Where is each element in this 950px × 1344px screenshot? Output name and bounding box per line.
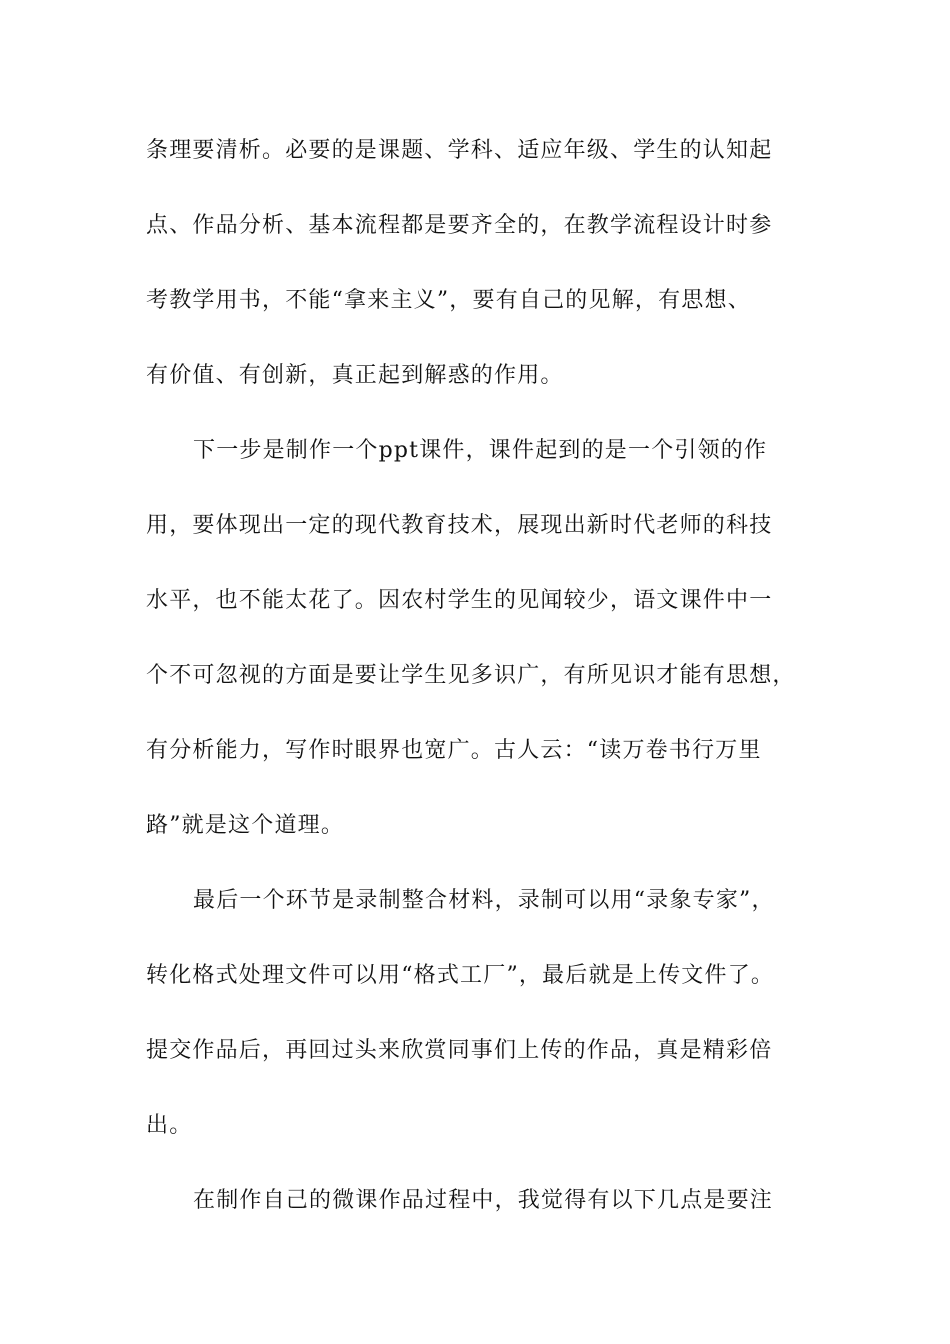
text-line: 有价值、有创新，真正起到解惑的作用。 [146, 363, 564, 388]
text-line: 点、作品分析、基本流程都是要齐全的，在教学流程设计时参 [146, 213, 773, 238]
text-line: 水平，也不能太花了。因农村学生的见闻较少，语文课件中一 [146, 588, 773, 613]
text-line: 条理要清析。必要的是课题、学科、适应年级、学生的认知起 [146, 138, 773, 163]
paragraph-first-line: 在制作自己的微课作品过程中，我觉得有以下几点是要注 [193, 1188, 774, 1213]
text-line: 提交作品后，再回过头来欣赏同事们上传的作品，真是精彩倍 [146, 1038, 773, 1063]
text-line: 出。 [146, 1113, 193, 1138]
text-line: 转化格式处理文件可以用“格式工厂”，最后就是上传文件了。 [146, 963, 775, 988]
paragraph-first-line: 最后一个环节是录制整合材料，录制可以用“录象专家”， [193, 888, 775, 913]
text-line: 考教学用书，不能“拿来主义”，要有自己的见解，有思想、 [146, 288, 751, 313]
text-line: 用，要体现出一定的现代教育技术，展现出新时代老师的科技 [146, 513, 773, 538]
text-line: 有分析能力，写作时眼界也宽广。古人云：“读万卷书行万里 [146, 738, 762, 763]
paragraph-first-line: 下一步是制作一个ppt课件，课件起到的是一个引领的作 [193, 438, 768, 463]
text-line: 路”就是这个道理。 [146, 813, 345, 838]
text-line: 个不可忽视的方面是要让学生见多识广，有所见识才能有思想， [146, 663, 796, 688]
